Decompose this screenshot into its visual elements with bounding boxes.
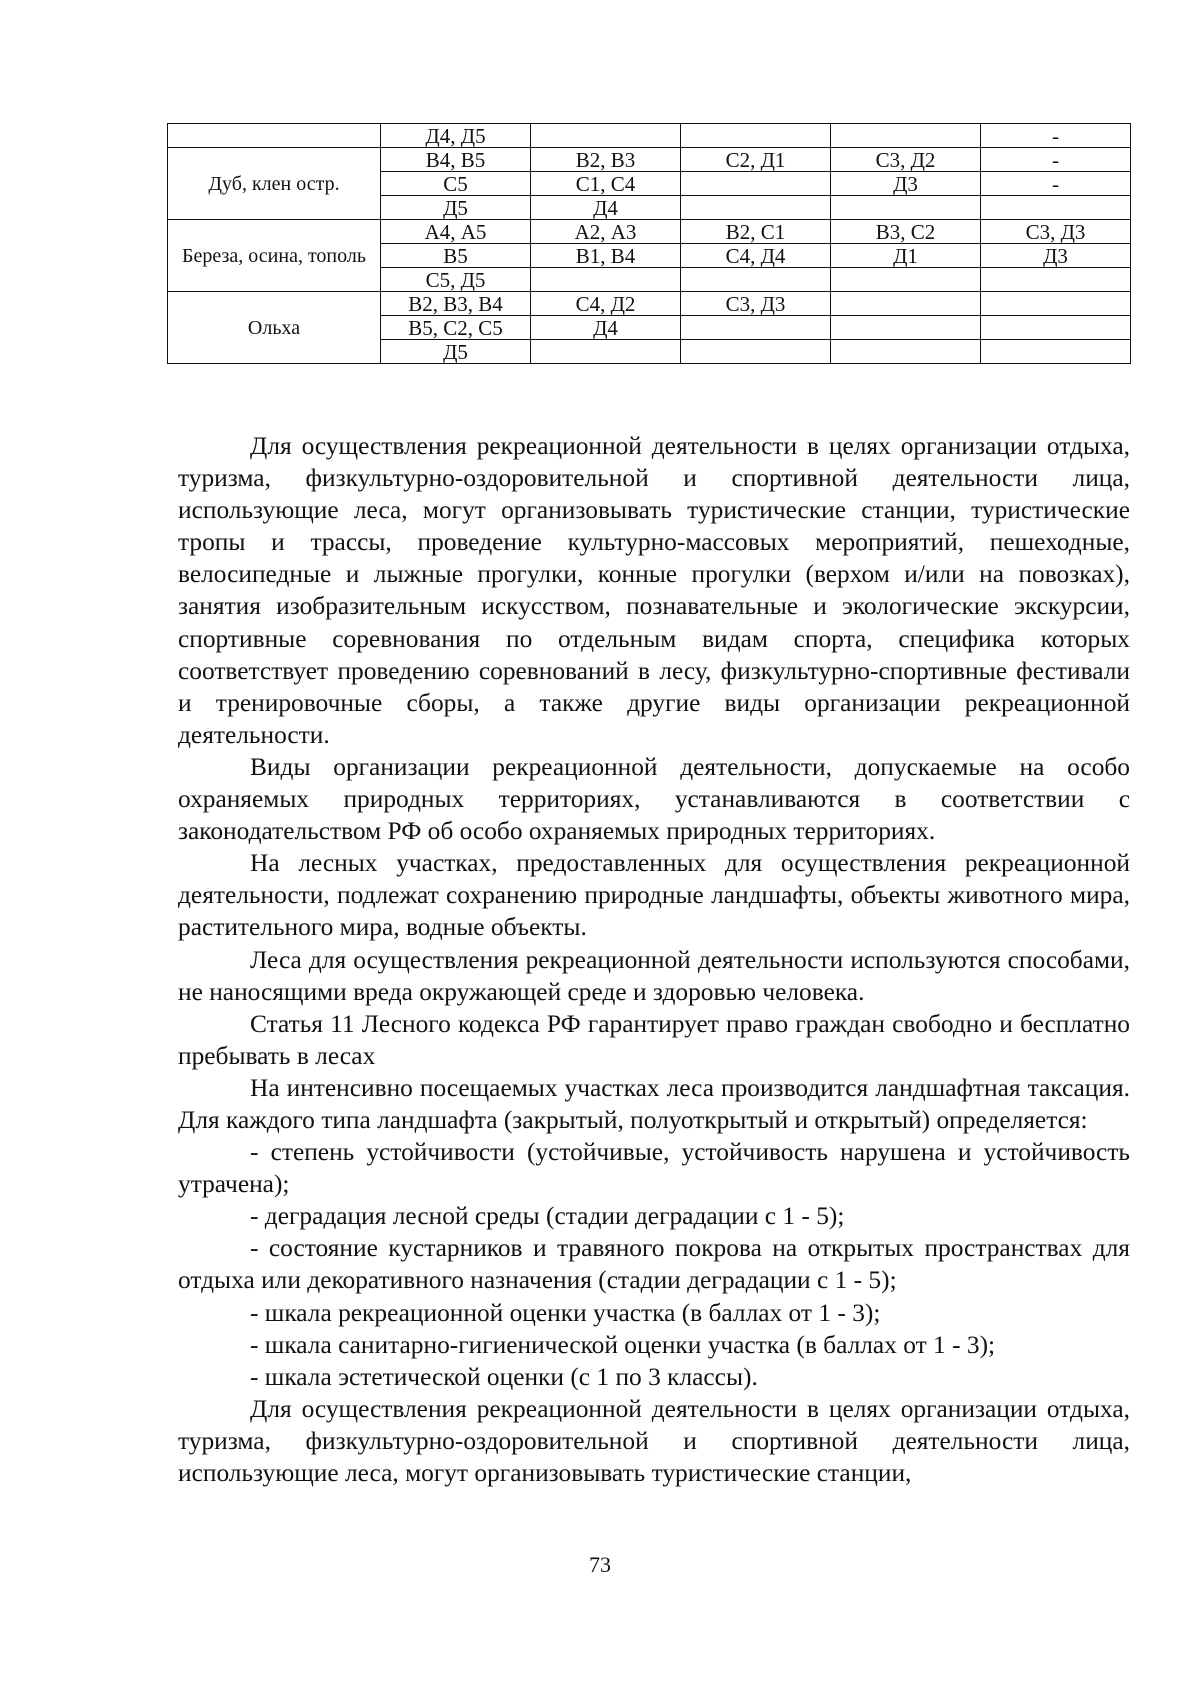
table-cell [168,124,381,148]
table-cell: Д5 [381,340,531,364]
table-cell: В5, С2, С5 [381,316,531,340]
table-cell: В2, С1 [681,220,831,244]
table-cell [831,292,981,316]
table-cell: С4, Д4 [681,244,831,268]
table-cell: С3, Д2 [831,148,981,172]
table-row [168,148,1131,172]
paragraph: Статья 11 Лесного кодекса РФ гарантирует право граждан свободно и бесплатно пребывать в лесах [178,1009,1130,1070]
paragraph: Виды организации рекреационной деятельности, допускаемые на особо охраняемых природных территориях, устанавливаются в соответствии с законодательством РФ об особо охраняемых природных территориях. [178,752,1130,846]
table-cell [681,340,831,364]
table-cell [681,172,831,196]
table-cell: В2, В3 [531,148,681,172]
table-cell [981,196,1131,220]
paragraph: Для осуществления рекреационной деятельности в целях организации отдыха, туризма, физкультурно-оздоровительной и спортивной деятельности лица, использующие леса, могут организовывать туристические станции, [178,1394,1130,1487]
table-cell: - [981,124,1131,148]
table-cell: - [981,172,1131,196]
table-cell [831,316,981,340]
table-cell: С3, Д3 [681,292,831,316]
list-item: - шкала санитарно-гигиенической оценки участка (в баллах от 1 - 3); [250,1330,996,1359]
list-item: - деградация лесной среды (стадии деградации с 1 - 5); [250,1202,845,1231]
table-cell: - [981,148,1131,172]
table-cell: В1, В4 [531,244,681,268]
table-cell: А2, А3 [531,220,681,244]
species-cell: Дуб, клен остр. [168,148,381,220]
table-cell: С2, Д1 [681,148,831,172]
paragraph: На лесных участках, предоставленных для осуществления рекреационной деятельности, подлежат сохранению природные ландшафты, объекты животного мира, растительного мира, водные объекты. [178,849,1130,942]
table-cell [831,196,981,220]
paragraph: Леса для осуществления рекреационной деятельности используются способами, не наносящими вреда окружающей среде и здоровью человека. [178,945,1130,1006]
table-cell: Д3 [831,172,981,196]
list-item: - шкала эстетической оценки (с 1 по 3 классы). [250,1362,758,1391]
table-cell: С3, Д3 [981,220,1131,244]
table-cell: В5 [381,244,531,268]
table-cell [831,124,981,148]
table-cell [981,292,1131,316]
table-cell: Д4 [531,196,681,220]
list-item: - состояние кустарников и травяного покрова на открытых пространствах для отдыха или декоративного назначения (стадии деградации с 1 - 5); [178,1234,1130,1295]
table-row [168,124,1131,148]
table-cell: С1, С4 [531,172,681,196]
table-cell: Д5 [381,196,531,220]
table-cell [831,268,981,292]
list-item: - степень устойчивости (устойчивые, устойчивость нарушена и устойчивость утрачена); [178,1138,1130,1199]
table-cell [831,340,981,364]
page-number: 73 [589,1552,611,1577]
table-cell [981,340,1131,364]
table-cell [681,124,831,148]
table-cell: Д4 [531,316,681,340]
paragraph: На интенсивно посещаемых участках леса производится ландшафтная таксация. Для каждого типа ландшафта (закрытый, полуоткрытый и открытый) определяется: [178,1073,1130,1134]
table-cell [681,316,831,340]
table-cell: Д4, Д5 [381,124,531,148]
table-cell: Д3 [981,244,1131,268]
list-item: - шкала рекреационной оценки участка (в баллах от 1 - 3); [250,1298,881,1327]
table-cell [531,124,681,148]
paragraph: Для осуществления рекреационной деятельности в целях организации отдыха, туризма, физкультурно-оздоровительной и спортивной деятельности лица, использующие леса, могут организовывать туристические станции, туристические тропы и трассы, проведение культурно-массовых мероприятий, пешеходные, велосипедные и лыжные прогулки, конные прогулки (верхом и/или на повозках), занятия изобразительным искусством, познавательные и экологические экскурсии, спортивные соревнования по отдельным видам спорта, специфика которых соответствует проведению соревнований в лесу, физкультурно-спортивные фестивали и тренировочные сборы, а также другие виды организации рекреационной деятельности. [178,432,1130,749]
table-cell [681,196,831,220]
forest-stages-table [167,123,1131,364]
table-cell: С4, Д2 [531,292,681,316]
table-cell [681,268,831,292]
species-cell: Береза, осина, тополь [168,220,381,292]
table-cell: В4, В5 [381,148,531,172]
table-cell [531,340,681,364]
table-row [168,220,1131,244]
table-cell: В3, С2 [831,220,981,244]
table-cell: А4, А5 [381,220,531,244]
table-cell [981,316,1131,340]
table-cell [981,268,1131,292]
table-cell: В2, В3, В4 [381,292,531,316]
table-row [168,292,1131,316]
table-cell: С5, Д5 [381,268,531,292]
table-cell: Д1 [831,244,981,268]
body-text [178,430,1130,1489]
table-cell: С5 [381,172,531,196]
species-cell: Ольха [168,292,381,364]
table-cell [531,268,681,292]
